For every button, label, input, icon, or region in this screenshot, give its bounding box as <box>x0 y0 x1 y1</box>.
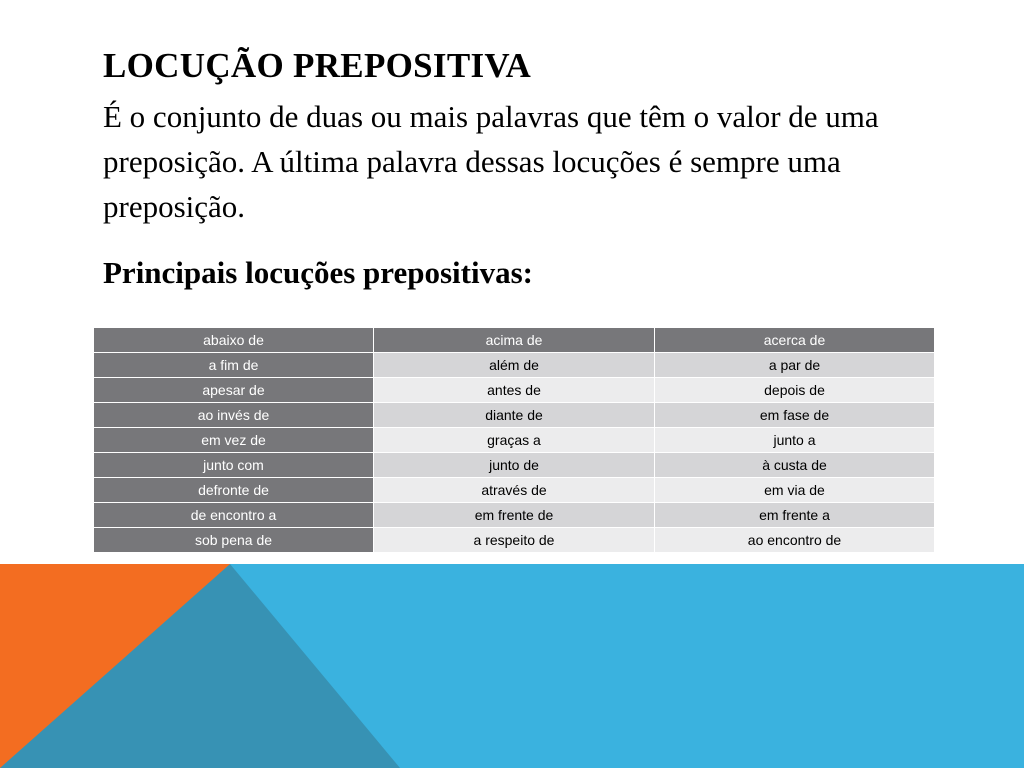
table-cell: sob pena de <box>94 528 374 553</box>
table-row <box>94 403 935 428</box>
table-row <box>94 378 935 403</box>
locucoes-table <box>93 327 935 553</box>
table-cell: ao invés de <box>94 403 374 428</box>
table-row <box>94 503 935 528</box>
table-cell: graças a <box>374 428 655 453</box>
table-cell: a par de <box>655 353 935 378</box>
table-cell: além de <box>374 353 655 378</box>
table-cell: junto com <box>94 453 374 478</box>
table-cell: à custa de <box>655 453 935 478</box>
slide-body-text: É o conjunto de duas ou mais palavras que têm o valor de uma preposição. A última palavra dessas locuções é sempre uma preposição. <box>103 99 879 224</box>
table-cell: apesar de <box>94 378 374 403</box>
table-header-row <box>94 328 935 353</box>
decorative-footer-shapes <box>0 564 1024 768</box>
table-cell: a fim de <box>94 353 374 378</box>
slide-subheading: Principais locuções prepositivas: <box>103 255 533 290</box>
table-cell: acerca de <box>655 328 935 353</box>
table-row <box>94 353 935 378</box>
table-cell: abaixo de <box>94 328 374 353</box>
table-cell: em frente de <box>374 503 655 528</box>
slide-title: LOCUÇÃO PREPOSITIVA <box>103 46 532 85</box>
table-cell: acima de <box>374 328 655 353</box>
table-cell: a respeito de <box>374 528 655 553</box>
table-cell: diante de <box>374 403 655 428</box>
table-row <box>94 528 935 553</box>
table-row <box>94 478 935 503</box>
table-cell: através de <box>374 478 655 503</box>
table-cell: defronte de <box>94 478 374 503</box>
table-cell: ao encontro de <box>655 528 935 553</box>
table-cell: em via de <box>655 478 935 503</box>
table-cell: antes de <box>374 378 655 403</box>
table-row <box>94 453 935 478</box>
table-cell: em frente a <box>655 503 935 528</box>
table-cell: em vez de <box>94 428 374 453</box>
table-cell: junto de <box>374 453 655 478</box>
table-cell: depois de <box>655 378 935 403</box>
table-cell: em fase de <box>655 403 935 428</box>
table-cell: junto a <box>655 428 935 453</box>
table-row <box>94 428 935 453</box>
table-cell: de encontro a <box>94 503 374 528</box>
